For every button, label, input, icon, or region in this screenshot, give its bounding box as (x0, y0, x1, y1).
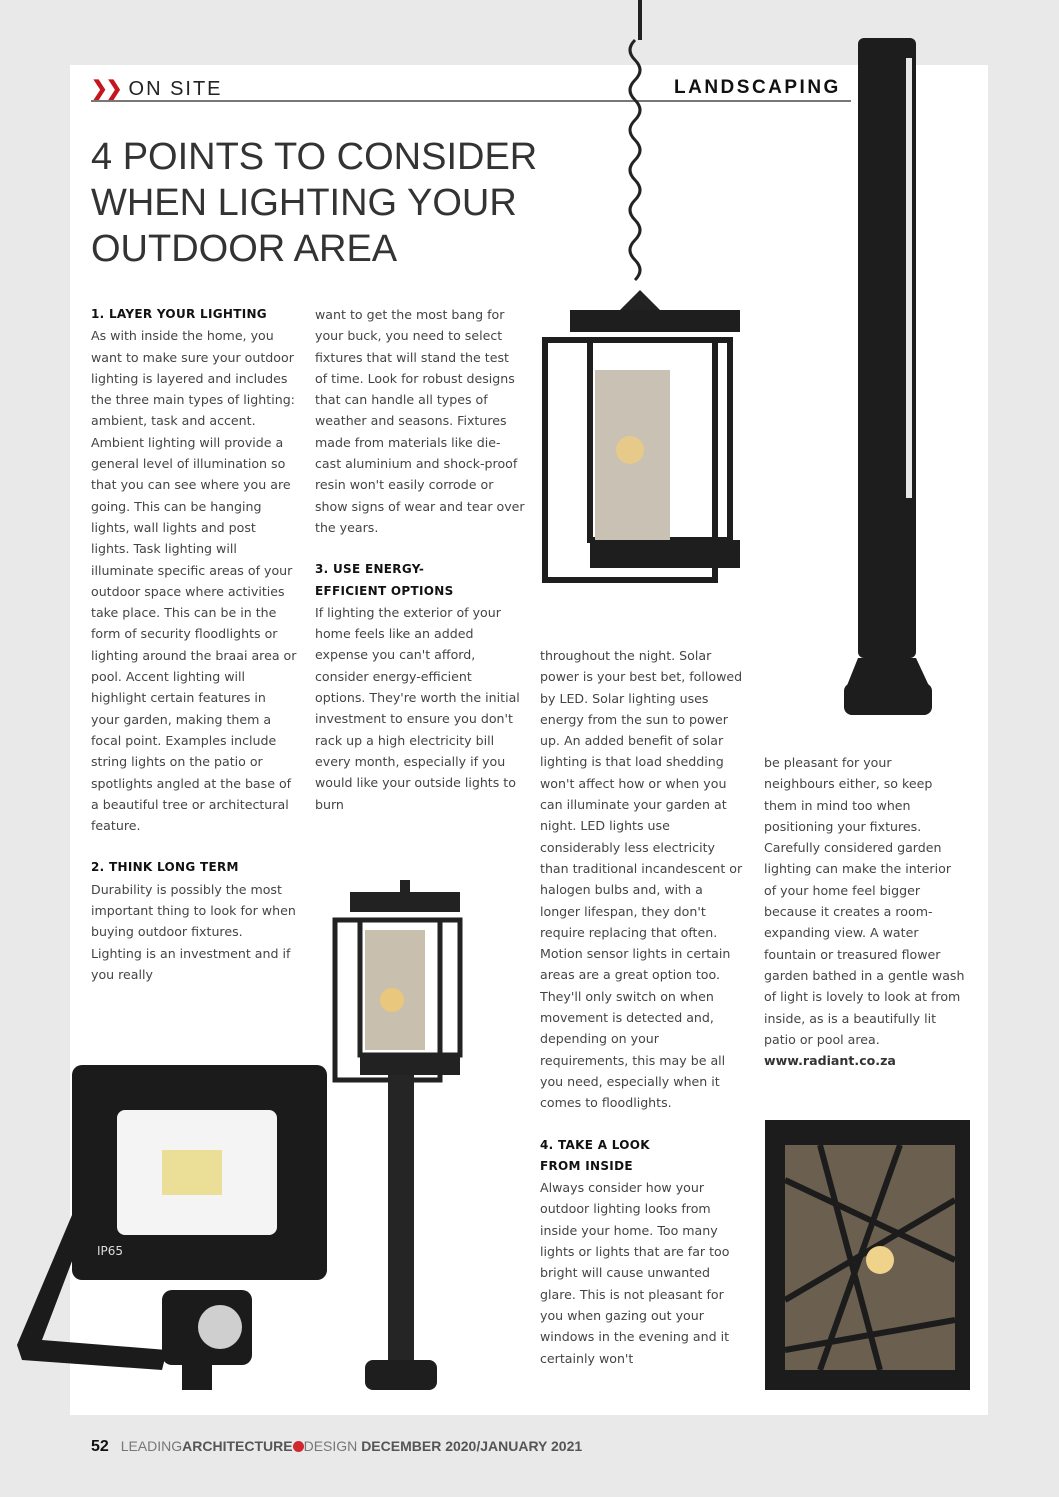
heading-energy-efficient: 3. USE ENERGY-EFFICIENT OPTIONS (315, 562, 454, 598)
bollard-light-image (840, 38, 935, 723)
body-paragraph: be pleasant for your neighbours either, so keep them in mind too when positioning your fixtures. Carefully considered garden lighting can make the interior of your home feel bigger because it creates a room-expanding view. A water fountain or treasured flower garden bathed in a gentle wash of light is lovely to look at from inside, as is a beautifully lit patio or pool area. (764, 755, 965, 1047)
kicker-label: ON SITE (128, 78, 223, 100)
website-link[interactable]: www.radiant.co.za (764, 1053, 896, 1069)
section-label: LANDSCAPING (674, 77, 841, 98)
article-title: 4 POINTS TO CONSIDER WHEN LIGHTING YOUR OUTDOOR AREA (91, 136, 538, 270)
magazine-name-bold: ARCHITECTURE (182, 1438, 293, 1454)
column-4 (764, 752, 966, 1071)
ampersand-logo-icon (293, 1441, 304, 1452)
pendant-lantern-image (535, 0, 745, 585)
post-lantern-image (330, 880, 475, 1400)
body-paragraph: throughout the night. Solar power is your best bet, followed by LED. Solar lighting uses energy from the sun to power up. An added benefit of solar lighting is that load shedding won't affect how or when you can illuminate your garden at night. LED lights use considerably less electricity than traditional incandescent or halogen bulbs and, with a longer lifespan, they don't require replacing that often. Motion sensor lights in certain areas are a great option too. They'll only switch on when movement is detected and, depending on your requirements, this may be all you need, especially when it comes to floodlights. (540, 648, 743, 1111)
body-paragraph: As with inside the home, you want to make sure your outdoor lighting is layered and includes the three main types of lighting: ambient, task and accent. Ambient lighting will provide a general level of illumination so that you can see where you are going. This can be hanging lights, wall lights and post lights. Task lighting will illuminate specific areas of your outdoor space where activities take place. This can be in the form of security floodlights or lighting around the braai area or pool. Accent lighting will highlight certain features in your garden, making them a focal point. Examples include string lights on the patio or spotlights angled at the base of a beautiful tree or architectural feature. (91, 328, 297, 834)
issue-date: DECEMBER 2020/JANUARY 2021 (361, 1438, 583, 1454)
column-3 (540, 645, 746, 1369)
magazine-name-light: LEADING (120, 1438, 183, 1454)
heading-look-from-inside: 4. TAKE A LOOK FROM INSIDE (540, 1137, 650, 1173)
footer (91, 1438, 582, 1456)
page-number: 52 (91, 1438, 109, 1455)
heading-think-long-term: 2. THINK LONG TERM (91, 860, 239, 875)
body-paragraph: If lighting the exterior of your home feels like an added expense you can't afford, consider energy-efficient options. They're worth the initial investment to ensure you don't rack up a high electricity bill every month, especially if you would like your outside lights to burn (315, 604, 520, 812)
body-paragraph: Durability is possibly the most important thing to look for when buying outdoor fixtures. Lighting is an investment and if you really (91, 881, 296, 982)
magazine-name-end: DESIGN (303, 1438, 358, 1454)
kicker (91, 76, 223, 101)
column-2 (315, 304, 525, 815)
double-chevron-icon: ❯❯ (91, 78, 121, 100)
ip65-label: IP65 (97, 1244, 124, 1258)
wall-lantern-image (760, 1120, 980, 1392)
column-1 (91, 304, 297, 985)
floodlight-image (12, 1065, 332, 1400)
body-paragraph: Always consider how your outdoor lighting looks from inside your home. Too many lights or lights that are far too bright will cause unwanted glare. This is not pleasant for you when gazing out your windows in the evening and it certainly won't (540, 1180, 730, 1366)
body-paragraph: want to get the most bang for your buck, you need to select fixtures that will stand the test of time. Look for robust designs that can handle all types of weather and seasons. Fixtures made from materials like die-cast aluminium and shock-proof resin won't easily corrode or show signs of wear and tear over the years. (315, 307, 525, 535)
heading-layer-lighting: 1. LAYER YOUR LIGHTING (91, 307, 267, 321)
